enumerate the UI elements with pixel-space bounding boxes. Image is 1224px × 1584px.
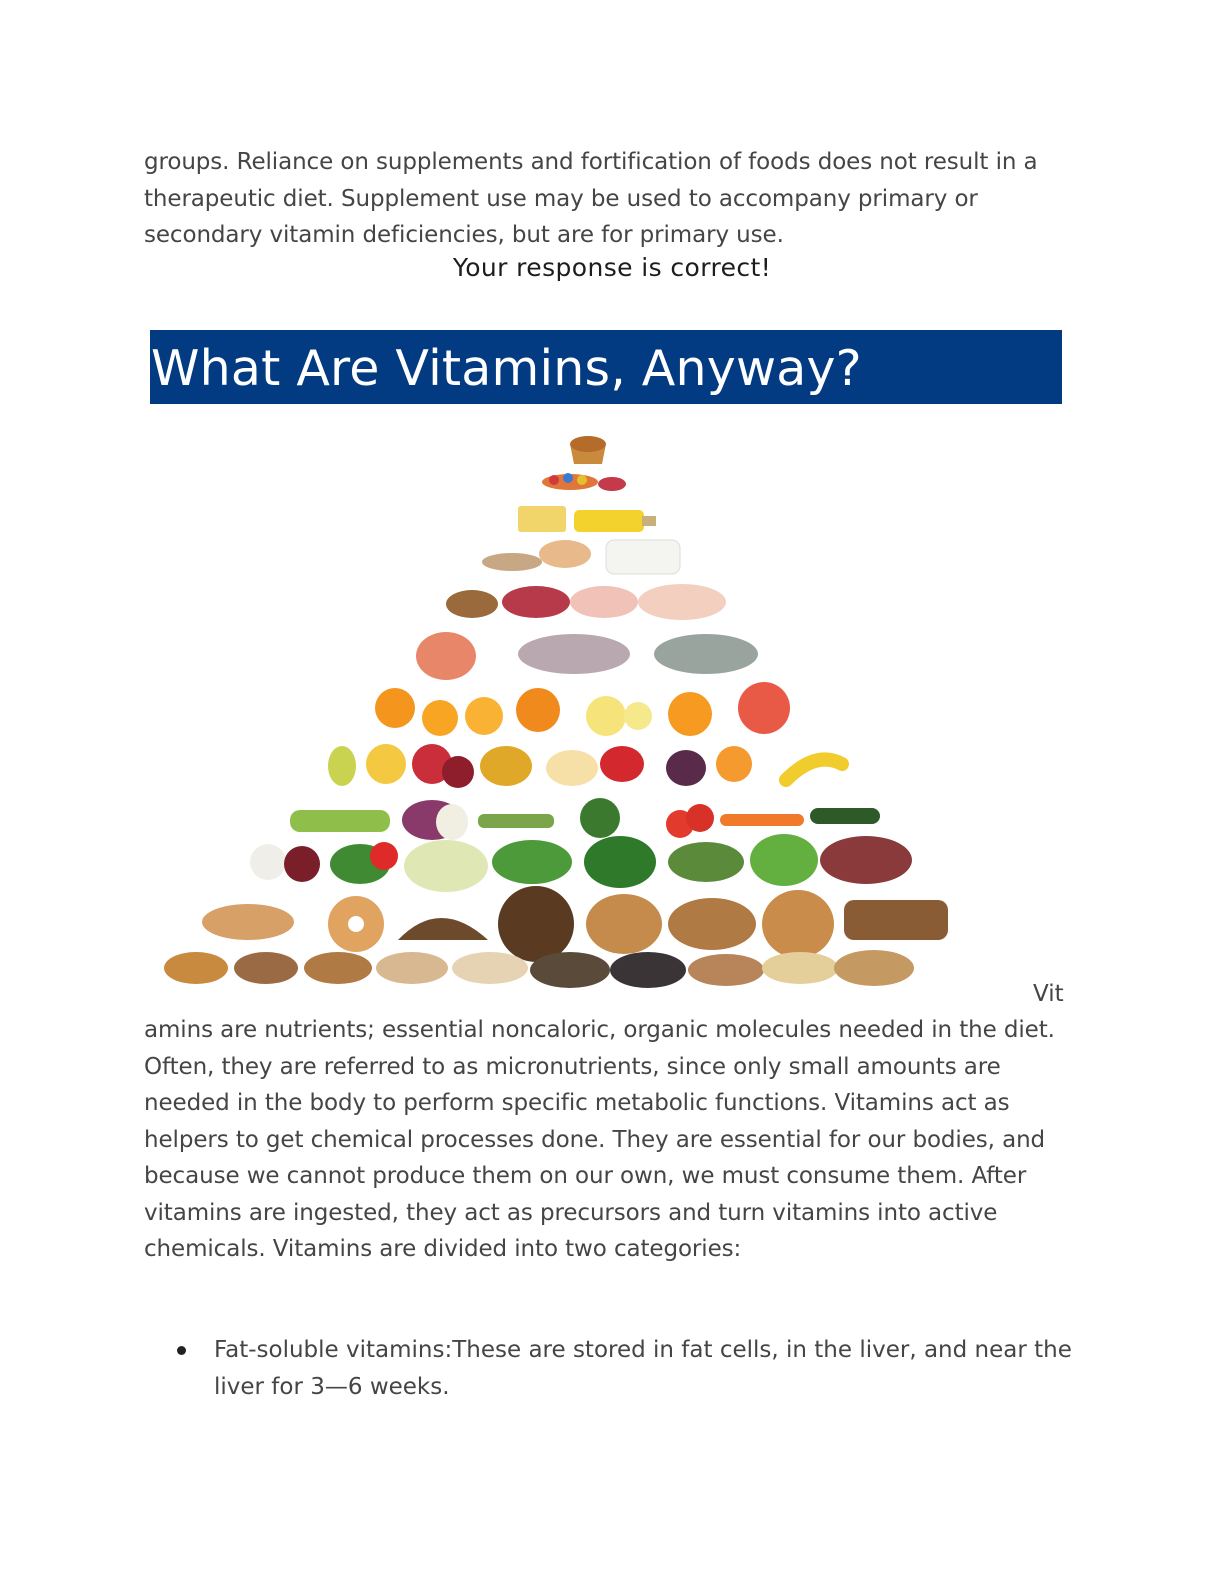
fruits-icon (328, 744, 842, 788)
response-feedback: Your response is correct! (452, 253, 772, 282)
sweets-icon (542, 473, 626, 491)
body-paragraph-main: amins are nutrients; essential noncaloric, organic molecules needed in the diet. Often, they are referred to as micronutrients, since only small amounts are needed in the body to perform specific metabolic functions. Vitamins act as helpers to get chemical processes done. They are essential for our bodies, and because we cannot produce them on our own, we must consume them. After vitamins are ingested, they act as precursors and turn vitamins into active chemicals. Vitamins are divided into two categories: (144, 1017, 1055, 1262)
muffin-icon (570, 436, 606, 464)
nuts-eggs-milk-icon (482, 540, 680, 574)
list-item-text: Fat-soluble vitamins:These are stored in fat cells, in the liver, and near the liver for 3—6 weeks. (214, 1337, 1072, 1400)
breads-icon (202, 886, 948, 962)
paragraph-fragment: Vit (1033, 981, 1064, 1007)
fish-icon (416, 632, 758, 680)
butter-and-oil-icon (518, 506, 656, 532)
bullet-icon (177, 1346, 186, 1355)
vegetables-icon (290, 798, 880, 840)
bullet-list (144, 1332, 1074, 1405)
list-item (144, 1332, 1074, 1405)
leafy-greens-icon (250, 834, 912, 892)
food-pyramid-illustration (150, 430, 1030, 1000)
body-paragraph-intro: groups. Reliance on supplements and fortification of foods does not result in a therapeutic diet. Supplement use may be used to accompany primary or secondary vitamin deficiencies, but are for primary use. (144, 149, 1038, 248)
section-heading-band (150, 330, 1062, 404)
meat-poultry-icon (446, 584, 726, 620)
section-heading: What Are Vitamins, Anyway? (151, 340, 862, 397)
citrus-fruits-icon (375, 682, 790, 736)
